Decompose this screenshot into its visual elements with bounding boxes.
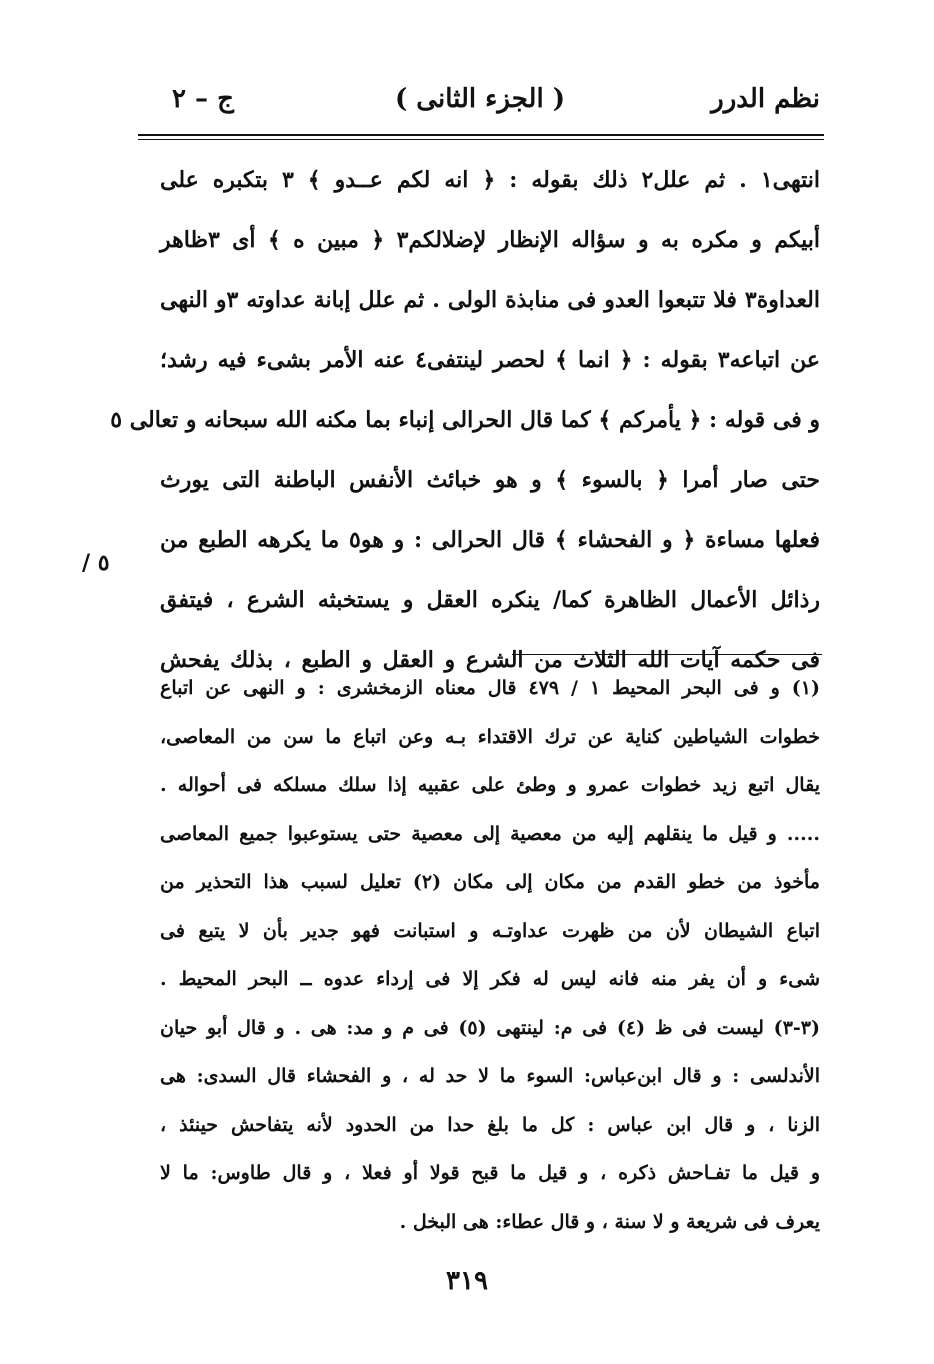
footnote-line: الزنا ، و قال ابن عباس : كل ما بلغ حدا من الحدود لأنه يتفاحش حينئذ ، (160, 1113, 820, 1136)
main-line: أبيكم و مكره به و سؤاله الإنظار لإضلالكم٣ ﴿ مبين ه ﴾ أى ٣ظاهر (160, 227, 820, 253)
main-line: فى حكمه آيات الله الثلاث من الشرع و العقل و الطبع ، بذلك يفحش (160, 647, 820, 673)
footnotes (160, 664, 820, 1246)
header-rule (138, 134, 824, 136)
header-rule-thin (138, 139, 824, 140)
part-label: ( الجزء الثانى ) (394, 84, 566, 114)
footnote-line: شىء و أن يفر منه فانه ليس له فكر إلا فى إرداء عدوه ــ البحر المحيط . (160, 968, 820, 990)
footnote-line: يعرف فى شريعة و لا سنة ، و قال عطاء: هى البخل . (399, 1210, 820, 1233)
main-line: العداوة٣ فلا تتبعوا العدو فى منابذة الولى . ثم علل إبانة عداوته ٣و النهى (160, 287, 820, 313)
margin-mark: / ٥ (82, 550, 110, 576)
footnote-line: اتباع الشيطان لأن من ظهرت عداوتـه و استبانت فهو جدير بأن لا يتبع فى (160, 919, 820, 942)
main-line: عن اتباعه٣ بقوله : ﴿ انما ﴾ لحصر لينتفى٤ عنه الأمر بشىء فيه رشد؛ (160, 347, 820, 373)
volume-label: ج – ٢ (172, 84, 234, 114)
main-line: فعلها مساءة ﴿ و الفحشاء ﴾ قال الحرالى : و هو٥ ما يكرهه الطبع من (160, 527, 820, 553)
footnote-line: خطوات الشياطين كناية عن ترك الاقتداء بـه وعن اتباع ما سن من المعاصى، (160, 725, 820, 748)
running-header (140, 84, 820, 124)
footnote-line: و قيل ما تفـاحش ذكره ، و قيل ما قبح قولا أو فعلا ، و قال طاوس: ما لا (160, 1162, 820, 1184)
footnote-line: ..... و قيل ما ينقلهم إليه من معصية إلى معصية حتى يستوعبوا جميع المعاصى (160, 822, 820, 845)
footnote-rule (512, 654, 822, 655)
footnote-line: (١) و فى البحر المحيط ١ / ٤٧٩ قال معناه الزمخشرى : و النهى عن اتباع (160, 677, 821, 699)
main-line: رذائل الأعمال الظاهرة كما/ ينكره العقل و يستخبثه الشرع ، فيتفق (160, 587, 820, 613)
main-text (110, 150, 820, 690)
main-line: حتى صار أمرا ﴿ بالسوء ﴾ و هو خبائث الأنفس الباطنة التى يورث (160, 467, 820, 493)
footnote-line: الأندلسى : و قال ابن‌عباس: السوء ما لا حد له ، و الفحشاء قال السدى: هى (160, 1065, 820, 1087)
book-title: نظم الدرر (711, 84, 820, 114)
footnote-line: يقال اتبع زيد خطوات عمرو و وطئ على عقبيه إذا سلك مسلكه فى أحواله . (160, 774, 820, 796)
page-number: ٣١٩ (446, 1266, 488, 1296)
footnote-line: (٣-٣) ليست فى ظ (٤) فى م: لينتهى (٥) فى م و مد: هى . و قال أبو حيان (160, 1016, 821, 1039)
main-line: و فى قوله : ﴿ يأمركم ﴾ كما قال الحرالى إنباء بما مكنه الله سبحانه و تعالى ٥ (110, 407, 820, 433)
main-line: انتهى١ . ثم علل٢ ذلك بقوله : ﴿ انه لكم عــدو ﴾ ٣ بتكبره على (160, 167, 820, 193)
footnote-line: مأخوذ من خطو القدم من مكان إلى مكان (٢) تعليل لسبب هذا التحذير من (160, 871, 820, 893)
